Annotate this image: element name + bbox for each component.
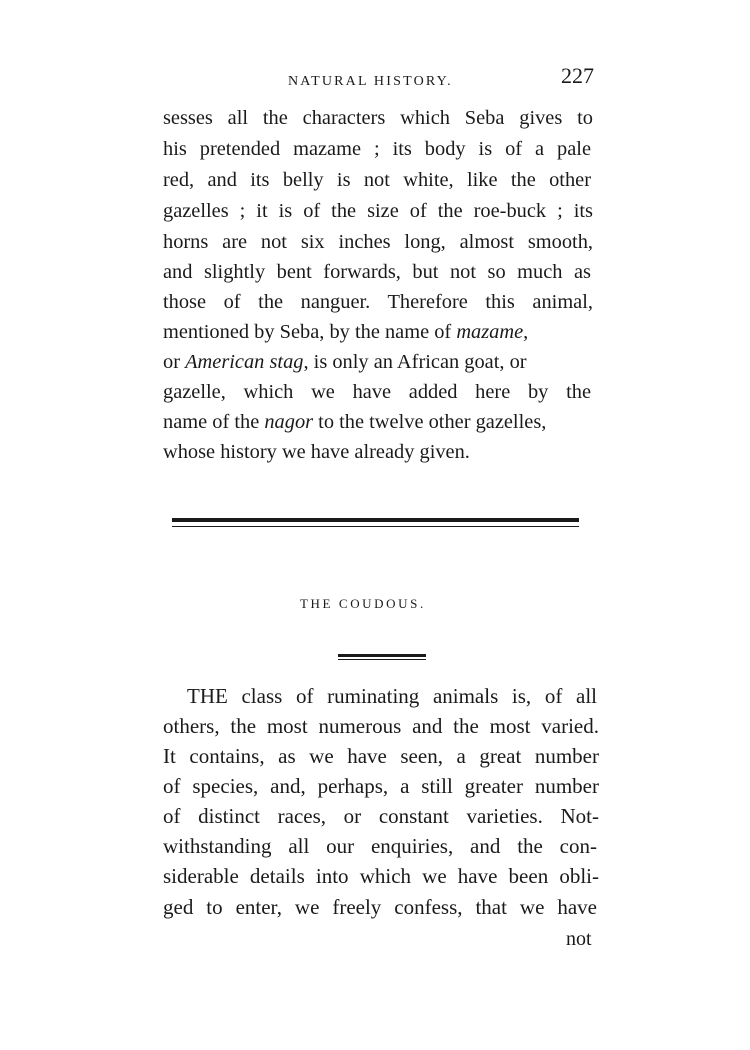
running-head: NATURAL HISTORY. xyxy=(288,74,453,89)
text-line: horns are not six inches long, almost smooth, xyxy=(163,231,593,253)
text-line: his pretended mazame ; its body is of a pale xyxy=(163,138,591,160)
text-line: of distinct races, or constant varieties. Not- xyxy=(163,804,599,828)
text-line: siderable details into which we have been obli- xyxy=(163,864,599,888)
catchword: not xyxy=(566,928,592,950)
text-line: and slightly bent forwards, but not so much as xyxy=(163,261,591,283)
text-line: It contains, as we have seen, a great number xyxy=(163,744,599,768)
text-run: or xyxy=(163,351,186,373)
section-divider-thin xyxy=(172,526,579,527)
italic-text: nagor xyxy=(264,411,314,433)
text-line: THE class of ruminating animals is, of all xyxy=(187,684,597,708)
text-line: gazelle, which we have added here by the xyxy=(163,381,591,403)
text-line: withstanding all our enquiries, and the con- xyxy=(163,834,597,858)
text-line: of species, and, perhaps, a still greater number xyxy=(163,774,599,798)
text-line: those of the nanguer. Therefore this animal, xyxy=(163,291,593,313)
text-line xyxy=(163,412,546,432)
heading-ornament-rule-thin xyxy=(338,659,426,660)
text-run: to the twelve other gazelles, xyxy=(313,411,547,433)
text-line: gazelles ; it is of the size of the roe-buck ; its xyxy=(163,200,593,222)
text-run: name of the xyxy=(163,411,265,433)
text-run: , xyxy=(523,321,529,343)
text-line: sesses all the characters which Seba gives to xyxy=(163,107,593,129)
italic-text: mazame xyxy=(456,321,524,343)
text-line: ged to enter, we freely confess, that we have xyxy=(163,895,597,919)
text-run: , is only an African goat, or xyxy=(303,351,527,373)
text-line: red, and its belly is not white, like the other xyxy=(163,169,591,191)
text-line xyxy=(163,322,528,342)
text-line xyxy=(163,352,527,372)
section-title: THE COUDOUS. xyxy=(300,596,426,611)
text-run: mentioned by Seba, by the name of xyxy=(163,321,457,343)
text-line: whose history we have already given. xyxy=(163,441,470,463)
text-line: others, the most numerous and the most varied. xyxy=(163,714,599,738)
page-number: 227 xyxy=(561,63,594,88)
italic-text: American stag xyxy=(185,351,304,373)
heading-ornament-rule xyxy=(338,654,426,657)
section-divider-thick xyxy=(172,518,579,522)
